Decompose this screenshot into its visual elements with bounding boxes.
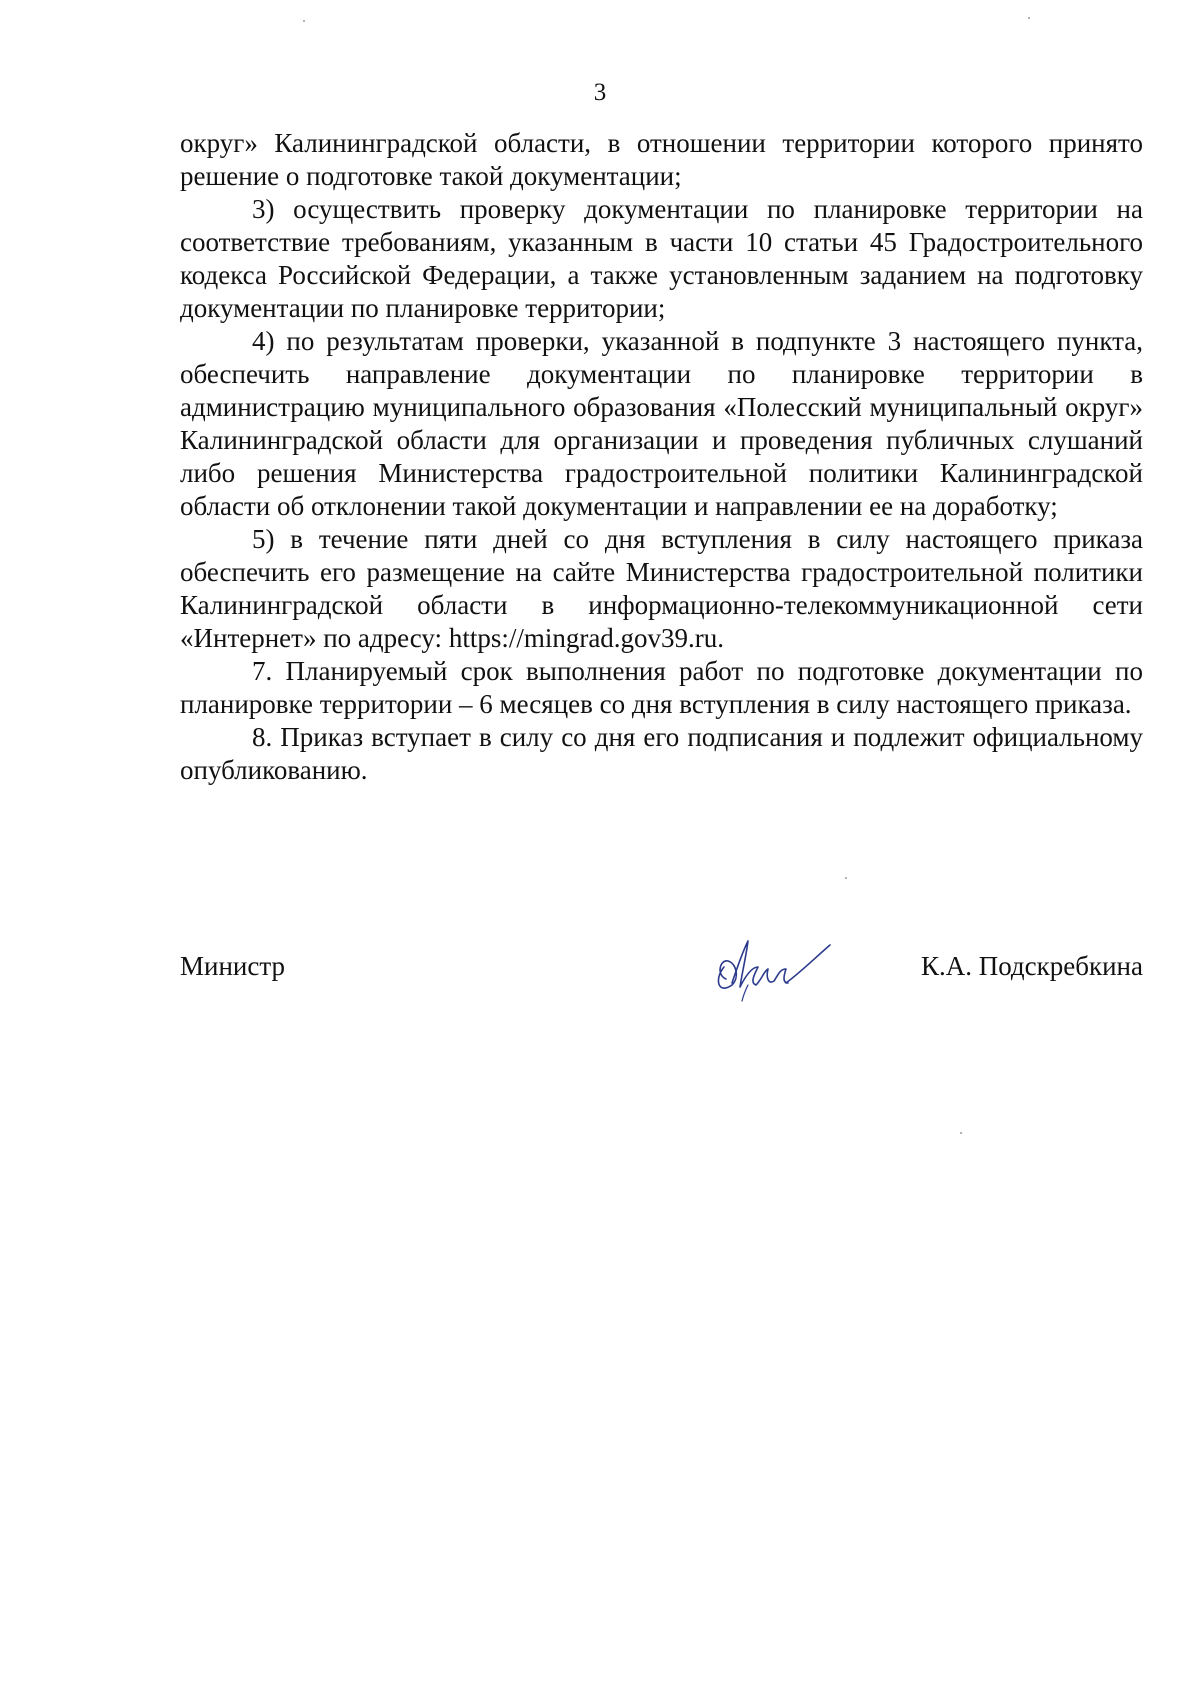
signatory-name: К.А. Подскребкина: [920, 951, 1143, 981]
paragraph-item-3: 3) осуществить проверку документации по планировке территории на соответствие требованиям, указанным в части 10 статьи 45 Градостроительного кодекса Российской Федерации, а также установленным заданием на подготовку документации по планировке территории;: [180, 194, 1143, 323]
handwritten-signature: [702, 905, 840, 1015]
scan-speck: [845, 877, 847, 879]
paragraph-continuation: округ» Калининградской области, в отношении территории которого принято решение о подготовке такой документации;: [180, 128, 1143, 191]
signatory-title: Министр: [180, 951, 285, 981]
scan-speck: [1028, 17, 1030, 19]
scan-speck: [960, 1132, 962, 1134]
paragraph-item-4: 4) по результатам проверки, указанной в подпункте 3 настоящего пункта, обеспечить направление документации по планировке территории в администрацию муниципального образования «Полесский муниципальный округ» Калининградской области для организации и проведения публичных слушаний либо решения Министерства градостроительной политики Калининградской области об отклонении такой документации и направлении ее на доработку;: [180, 326, 1143, 521]
paragraph-clause-7: 7. Планируемый срок выполнения работ по подготовке документации по планировке территории – 6 месяцев со дня вступления в силу настоящего приказа.: [180, 656, 1143, 719]
paragraph-item-5: 5) в течение пяти дней со дня вступления в силу настоящего приказа обеспечить его размещение на сайте Министерства градостроительной политики Калининградской области в информационно-телекоммуникационной сети «Интернет» по адресу: https://mingrad.gov39.ru.: [180, 524, 1143, 653]
paragraph-clause-8: 8. Приказ вступает в силу со дня его подписания и подлежит официальному опубликованию.: [180, 722, 1143, 785]
document-body: [180, 127, 1143, 787]
signature-block: [180, 905, 1143, 1015]
page-number: 3: [593, 79, 607, 106]
scan-speck: [303, 20, 305, 22]
